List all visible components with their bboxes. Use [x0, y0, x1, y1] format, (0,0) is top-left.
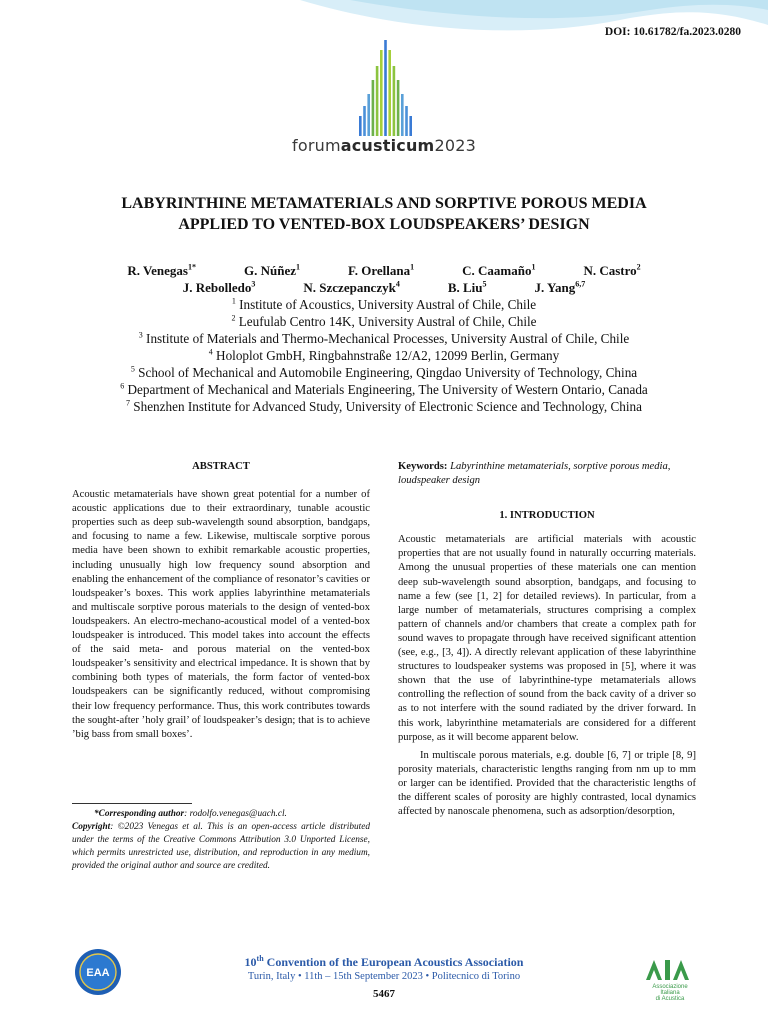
author-list — [70, 262, 698, 296]
svg-text:di Acustica: di Acustica — [655, 996, 685, 1002]
logo-bar — [384, 40, 387, 136]
introduction-para-2: In multiscale porous materials, e.g. double [6, 7] or triple [8, 9] porosity materials, characteristic lengths ranging from nm up to mm or larger can be identified. Provided that the characteristic lengths of the different scales of porosity are highly contrasted, local dynamics affected by nanoscale phenomena, such as adsorption/desorption, — [398, 749, 696, 818]
author-name: B. Liu$^5$ — [447, 279, 487, 295]
copyright-text: : ©2023 Venegas et al. This is an open-access article distributed under the terms of the Creative Commons Attribution 3.0 Unported License, which permits unrestricted use, distribution, and reproduction in any medium, provided the original author and source are credited. — [72, 822, 370, 871]
keywords — [398, 460, 696, 488]
convention-title: 10th Convention of the European Acoustics Association — [244, 954, 524, 969]
affiliation: $^7$ Shenzhen Institute for Advanced Study, University of Electronic Science and Technology, China — [125, 398, 643, 414]
affiliation: $^1$ Institute of Acoustics, University Austral of Chile, Chile — [231, 296, 537, 312]
author-name: N. Szczepanczyk$^4$ — [303, 279, 400, 295]
title-line-2: APPLIED TO VENTED-BOX LOUDSPEAKERS’ DESIGN — [178, 216, 590, 233]
corresponding-email[interactable]: : rodolfo.venegas@uach.cl. — [184, 809, 287, 819]
doi: DOI: 10.61782/fa.2023.0280 — [604, 26, 741, 38]
author-row-1 — [70, 262, 698, 279]
copyright-label: Copyright — [72, 822, 111, 832]
forum-acusticum-logo-text: forumacusticum2023 — [292, 136, 476, 155]
author-name: C. Caamaño$^1$ — [462, 262, 536, 278]
logo-bar — [409, 116, 412, 136]
author-name: J. Rebolledo$^3$ — [182, 279, 256, 295]
author-name: R. Venegas$^{1*}$ — [127, 262, 196, 278]
logo-bar — [380, 50, 383, 136]
logo-bar — [397, 80, 400, 136]
svg-text:EAA: EAA — [86, 967, 110, 979]
affiliation: $^4$ Holoplot GmbH, Ringbahnstraße 12/A2, 12099 Berlin, Germany — [208, 347, 560, 363]
logo-bar — [372, 80, 375, 136]
svg-text:Associazione: Associazione — [652, 984, 688, 990]
right-column — [398, 460, 696, 819]
logo-bar — [388, 50, 391, 136]
logo-bar — [376, 66, 379, 136]
svg-text:Italiana: Italiana — [660, 990, 680, 996]
footnote — [72, 808, 370, 873]
logo-bar — [401, 94, 404, 136]
abstract-heading: ABSTRACT — [192, 461, 250, 472]
author-name: F. Orellana$^1$ — [348, 262, 415, 278]
corresponding-label: *Corresponding author — [94, 809, 185, 819]
logo-bar — [405, 106, 408, 136]
logo-bar — [363, 106, 366, 136]
abstract-text: Acoustic metamaterials have shown great potential for a number of acoustic applications due to their extraordinary, tunable acoustic properties such as deep sub-wavelength sound absorption, bandgaps, and focusing to name a few. Likewise, multiscale sorptive porous media have been shown to exhibit remarkable acoustic properties, including unusually high low frequency sound absorption and enabling the enhancement of the compliance of resonator’s cavities or loudspeaker’s boxes. This work applies labyrinthine metamaterials and multiscale sorptive porous materials to the design of vented-box loudspeakers. An electro-mechano-acoustical model of a vented-box loudspeaker is introduced. This model takes into account the effects of the said meta- and porous material on the vented-box loudspeaker’s sensitivity and electrical impedance. It is shown that by combining both types of materials, the form factor of vented-box loudspeakers can be significantly reduced, without compromising their low frequency performance. Thus, this work contributes towards the sought-after ’holy grail’ of loudspeaker’s design; that is to achieve ’big bass from small boxes’. — [72, 489, 370, 740]
convention-location: Turin, Italy • 11th – 15th September 2023 • Politecnico di Torino — [247, 971, 521, 982]
logo-bar — [367, 94, 370, 136]
logo-bar — [393, 66, 396, 136]
author-name: J. Yang$^{6,7}$ — [534, 279, 586, 295]
page-number: 5467 — [373, 988, 395, 1000]
forum-acusticum-logo-icon — [356, 38, 416, 138]
affiliation: $^5$ School of Mechanical and Automobile Engineering, Qingdao University of Technology, China — [130, 364, 638, 380]
paper-title — [40, 193, 728, 235]
affiliation-list — [40, 296, 728, 415]
title-line-1: LABYRINTHINE METAMATERIALS AND SORPTIVE POROUS MEDIA — [121, 195, 647, 212]
author-name: N. Castro$^2$ — [583, 262, 641, 278]
abstract-section — [72, 460, 370, 742]
affiliation: $^3$ Institute of Materials and Thermo-Mechanical Processes, University Austral of Chile, Chile — [138, 330, 630, 346]
keywords-text: Labyrinthine metamaterials, sorptive porous media, loudspeaker design — [398, 461, 671, 487]
author-name: G. Núñez$^1$ — [244, 262, 300, 278]
affiliation: $^2$ Leufulab Centro 14K, University Austral of Chile, Chile — [231, 313, 537, 329]
aia-logo-icon — [640, 950, 700, 1002]
logo-bar — [359, 116, 362, 136]
affiliation: $^6$ Department of Mechanical and Materials Engineering, The University of Western Ontario, Canada — [120, 381, 648, 397]
footnote-rule — [72, 803, 192, 804]
introduction-heading: 1. INTRODUCTION — [499, 510, 595, 522]
keywords-label: Keywords: — [398, 461, 448, 472]
introduction-para-1: Acoustic metamaterials are artificial materials with acoustic properties that are not usually found in naturally occurring materials. Among the unusual properties of these materials one can mention deep sub-wavelength sound absorption, bandgaps, and focusing to name a few (see [1, 2] for detailed reviews). In particular, from a large number of metamaterials, structures comprising a complex pattern of channels and/or chambers that create a complex path for sound waves to propagate through have received significant attention (see, e.g., [3, 4]). A directly relevant application of these labyrinthine structures to loudspeaker systems was proposed in [5], where it was shown that the use of labyrinthine-type metamaterials allows controlling the reflection of sound from the back cavity of a driver so as to not interfere with the sound radiated by the driver forward. In this work, labyrinthine metamaterials are considered for a different purpose, as it will become apparent below. — [398, 534, 696, 743]
author-row-2 — [70, 279, 698, 296]
